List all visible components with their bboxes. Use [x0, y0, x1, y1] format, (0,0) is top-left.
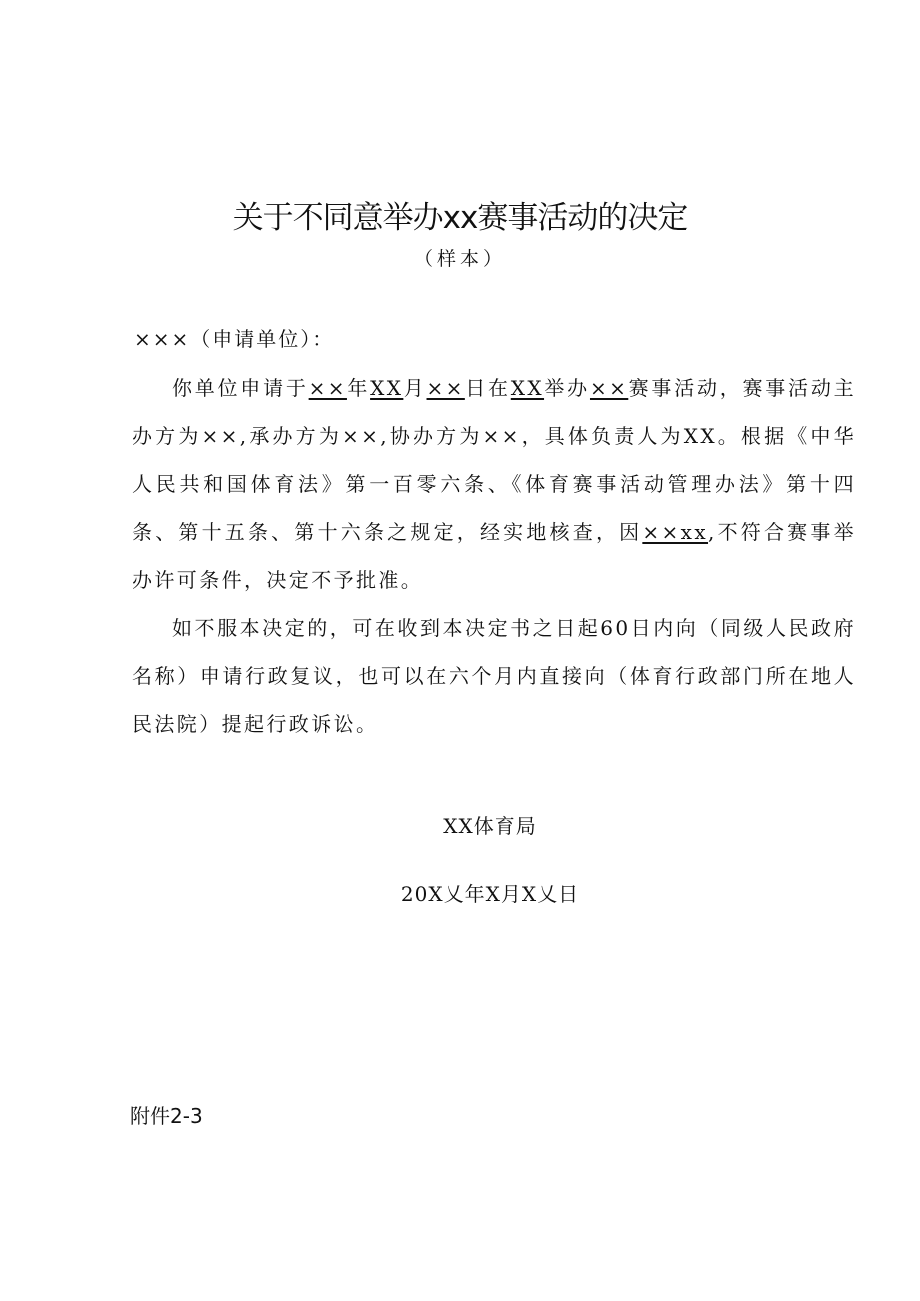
paragraph-text: 你单位申请于	[172, 376, 309, 400]
paragraph-text: 月	[403, 376, 427, 400]
application-year-blank: ××	[308, 376, 347, 400]
attachment-label: 附件2-3	[130, 1104, 203, 1128]
issuing-authority: XX体育局	[443, 814, 537, 838]
application-day-blank: ××	[426, 376, 465, 400]
application-month-blank: XX	[370, 376, 404, 400]
rejection-reason-blank: ××xx	[642, 520, 709, 544]
decision-paragraph	[132, 364, 856, 604]
paragraph-text: 日在	[464, 376, 511, 400]
event-location-blank: XX	[510, 376, 545, 400]
paragraph-text: 赛事活动，赛事活动主办方为××,承办方为××,协办方为××，具体负责人为XX。根据《中华人民共和国体育法》第一百零六条、《体育赛事活动管理办法》第十四条、第十五条、第十六条之规定，经实地核查，因	[132, 376, 856, 544]
paragraph-text: 年	[346, 376, 371, 400]
document-subtitle: （样本）	[413, 248, 506, 270]
issue-date: 20X乂年X月X乂日	[400, 882, 580, 906]
appeal-paragraph: 如不服本决定的，可在收到本决定书之日起60日内向（同级人民政府名称）申请行政复议，也可以在六个月内直接向（体育行政部门所在地人民法院）提起行政诉讼。	[132, 616, 856, 736]
salutation: ×××（申请单位）：	[134, 327, 335, 351]
document-title: 关于不同意举办xx赛事活动的决定	[232, 200, 688, 236]
paragraph-text: 举办	[544, 376, 590, 400]
paragraph-text: ,不符合赛事举办许可条件，决定不予批准。	[132, 520, 856, 592]
event-name-blank: ××	[589, 376, 629, 400]
